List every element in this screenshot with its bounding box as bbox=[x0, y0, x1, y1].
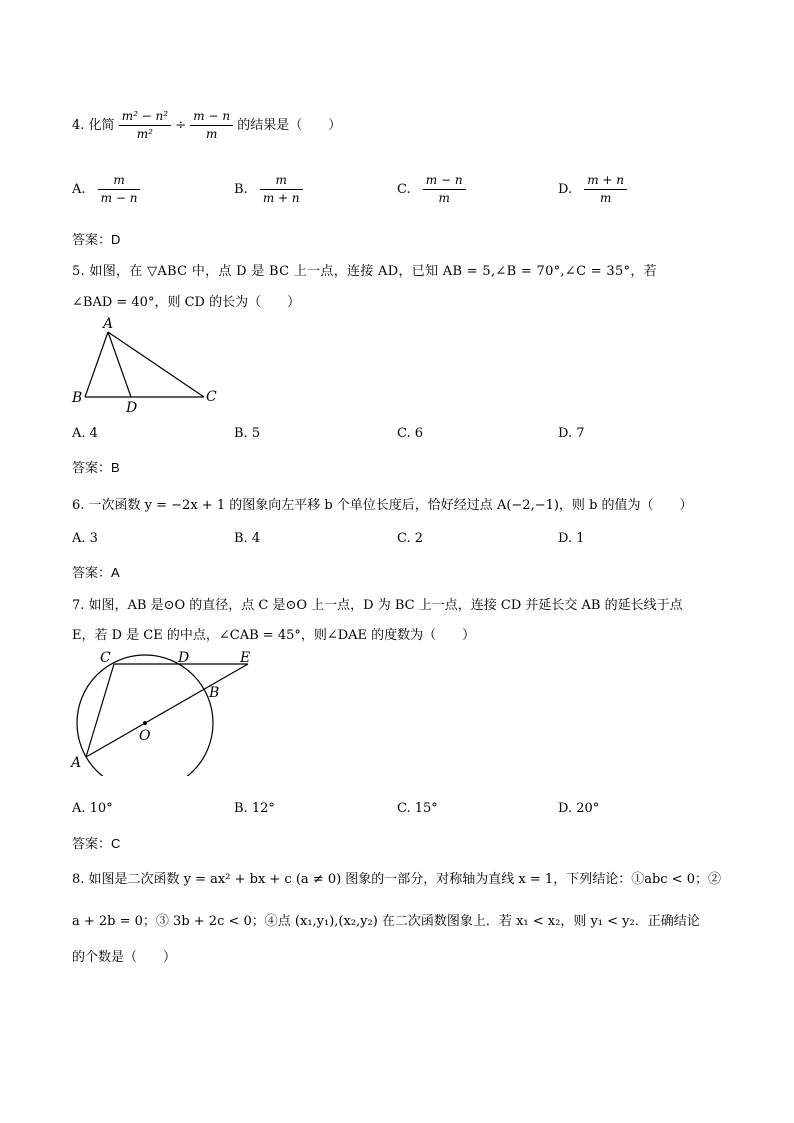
q7-option-a: A. 10° bbox=[72, 801, 113, 816]
q4-option-c-label: C. bbox=[397, 182, 411, 197]
q8-stem-line2: a + 2b = 0；③ 3b + 2c < 0；④点 (x₁,y₁),(x₂,y₂) 在二次函数图象上．若 x₁ < x₂，则 y₁ < y₂．正确结论 bbox=[72, 914, 700, 929]
q5-side-ab bbox=[85, 332, 108, 397]
q6-option-d: D. 1 bbox=[558, 531, 585, 546]
q7-label-e: E bbox=[240, 650, 251, 666]
q4-option-a-label: A. bbox=[72, 182, 86, 197]
q4-suffix: 的结果是（ ） bbox=[237, 118, 342, 133]
q7-circle bbox=[77, 655, 213, 776]
q5-stem-line2: ∠BAD = 40°，则 CD 的长为（ ） bbox=[72, 295, 301, 310]
q8-stem-line1: 8. 如图是二次函数 y = ax² + bx + c (a ≠ 0) 图象的一部分，对称轴为直线 x = 1，下列结论：①abc < 0；② bbox=[72, 872, 721, 887]
q4-option-b-den: m + n bbox=[262, 191, 300, 205]
q7-label-c: C bbox=[100, 650, 111, 666]
q5-option-a: A. 4 bbox=[72, 426, 98, 441]
q4-option-d bbox=[558, 172, 627, 207]
q5-answer: 答案：B bbox=[72, 460, 120, 475]
q4-frac1-denominator: m² bbox=[136, 127, 153, 141]
q7-center-point bbox=[143, 721, 147, 725]
q5-option-b: B. 5 bbox=[234, 426, 261, 441]
q4-option-a-num: m bbox=[98, 172, 141, 190]
q4-fraction-1 bbox=[119, 108, 171, 143]
q4-option-a-den: m − n bbox=[100, 191, 138, 205]
q4-option-b-fraction bbox=[260, 172, 303, 207]
q7-option-c: C. 15° bbox=[397, 801, 438, 816]
q6-option-c: C. 2 bbox=[397, 531, 424, 546]
q6-answer: 答案：A bbox=[72, 565, 120, 580]
q5-triangle-figure bbox=[68, 312, 228, 416]
q7-stem-line1: 7. 如图，AB 是⊙O 的直径，点 C 是⊙O 上一点，D 为 BC 上一点，连接 CD 并延长交 AB 的延长线于点 bbox=[72, 598, 683, 613]
q4-answer: 答案：D bbox=[72, 232, 121, 247]
q7-circle-figure bbox=[68, 646, 268, 776]
q4-option-b bbox=[234, 172, 303, 207]
q5-label-c: C bbox=[206, 389, 217, 405]
q4-frac2-numerator: m − n bbox=[190, 108, 233, 126]
q5-stem-line1: 5. 如图，在 ▽ABC 中，点 D 是 BC 上一点，连接 AD，已知 AB = 5,∠B = 70°,∠C = 35°，若 bbox=[72, 264, 657, 279]
q5-option-d: D. 7 bbox=[558, 426, 585, 441]
q4-option-d-den: m bbox=[599, 191, 612, 205]
q4-frac2-denominator: m bbox=[206, 127, 218, 141]
q4-fraction-2 bbox=[190, 108, 233, 143]
q6-option-b: B. 4 bbox=[234, 531, 261, 546]
q7-label-a: A bbox=[71, 755, 82, 771]
q7-label-b: B bbox=[209, 685, 220, 701]
q5-option-c: C. 6 bbox=[397, 426, 424, 441]
q4-option-a-fraction bbox=[98, 172, 141, 207]
q6-stem: 6. 一次函数 y = −2x + 1 的图象向左平移 b 个单位长度后，恰好经过点 A(−2,−1)，则 b 的值为（ ） bbox=[72, 498, 693, 513]
q5-label-d: D bbox=[126, 400, 138, 416]
q7-label-d: D bbox=[178, 650, 190, 666]
q8-stem-line3: 的个数是（ ） bbox=[72, 950, 177, 965]
q7-stem-line2: E，若 D 是 CE 的中点，∠CAB = 45°，则∠DAE 的度数为（ ） bbox=[72, 628, 476, 643]
q4-frac1-numerator: m² − n² bbox=[119, 108, 171, 126]
q5-segment-ad bbox=[108, 332, 131, 397]
q5-label-b: B bbox=[72, 390, 83, 406]
q7-option-d: D. 20° bbox=[558, 801, 600, 816]
q7-label-o: O bbox=[139, 728, 151, 744]
q4-option-c-fraction bbox=[423, 172, 466, 207]
q4-division-sign: ÷ bbox=[175, 118, 187, 133]
q4-option-c bbox=[397, 172, 466, 207]
q4-option-a bbox=[72, 172, 140, 207]
q4-option-c-num: m − n bbox=[423, 172, 466, 190]
q4-option-d-fraction bbox=[584, 172, 627, 207]
q4-option-b-label: B. bbox=[234, 182, 248, 197]
q6-option-a: A. 3 bbox=[72, 531, 98, 546]
q5-side-ac bbox=[108, 332, 204, 397]
q4-option-c-den: m bbox=[438, 191, 450, 205]
q4-option-d-label: D. bbox=[558, 182, 573, 197]
q7-answer: 答案：C bbox=[72, 836, 121, 851]
q4-option-b-num: m bbox=[260, 172, 303, 190]
q7-option-b: B. 12° bbox=[234, 801, 275, 816]
q4-stem bbox=[72, 108, 341, 143]
q4-option-d-num: m + n bbox=[584, 172, 627, 190]
q4-prefix: 4. 化简 bbox=[72, 118, 115, 133]
q5-label-a: A bbox=[103, 316, 114, 332]
